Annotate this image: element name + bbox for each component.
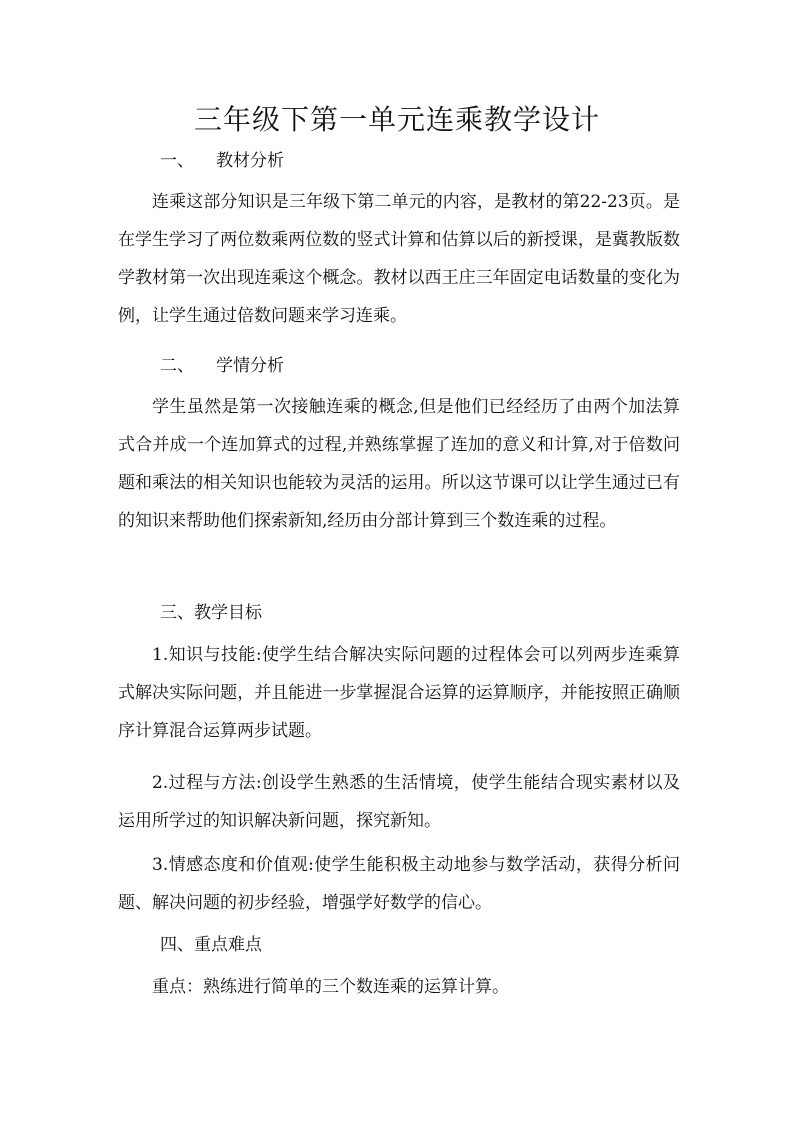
section-heading-text: 学情分析 [216,356,284,376]
section-heading-text: 教材分析 [216,151,284,171]
section-heading-students [160,353,284,379]
section-heading-goals: 三、教学目标 [160,603,262,623]
paragraph-goal-attitude: 3.情感态度和价值观:使学生能积极主动地参与数学活动，获得分析问题、解决问题的初步经验，增强学好数学的信心。 [118,855,680,913]
paragraph-goal-knowledge: 1.知识与技能:使学生结合解决实际问题的过程体会可以列两步连乘算式解决实际问题，并且能进一步掌握混合运算的运算顺序，并能按照正确顺序计算混合运算两步试题。 [118,645,680,741]
paragraph-key-point: 重点：熟练进行简单的三个数连乘的运算计算。 [152,977,509,997]
section-number: 二、 [160,356,194,376]
document-title: 三年级下第一单元连乘教学设计 [193,103,600,136]
paragraph-goal-process: 2.过程与方法:创设学生熟悉的生活情境，使学生能结合现实素材以及运用所学过的知识解决新问题，探究新知。 [118,773,680,831]
section-heading-materials [160,148,284,174]
paragraph-students-analysis: 学生虽然是第一次接触连乘的概念,但是他们已经经历了由两个加法算式合并成一个连加算式的过程,并熟练掌握了连加的意义和计算,对于倍数问题和乘法的相关知识也能较为灵活的运用。所以这节课可以让学生通过已有的知识来帮助他们探索新知,经历由分部计算到三个数连乘的过程。 [118,397,680,531]
section-heading-key-points: 四、重点难点 [160,935,262,955]
section-number: 一、 [160,151,194,171]
paragraph-materials-analysis: 连乘这部分知识是三年级下第二单元的内容，是教材的第22-23页。是在学生学习了两位数乘两位数的竖式计算和估算以后的新授课，是冀教版数学教材第一次出现连乘这个概念。教材以西王庄三年固定电话数量的变化为例，让学生通过倍数问题来学习连乘。 [118,192,680,326]
